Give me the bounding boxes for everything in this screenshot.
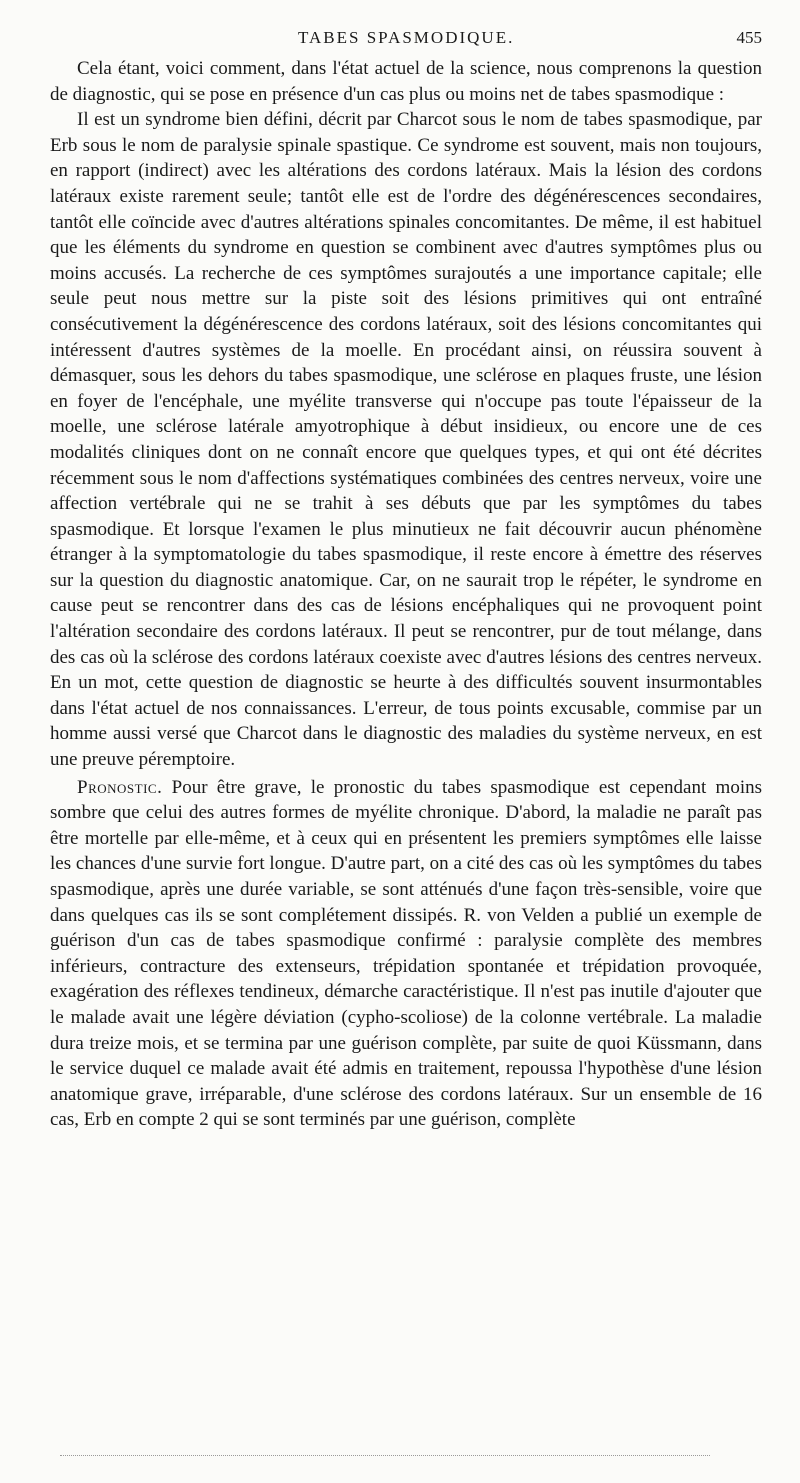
- page-content: [50, 22, 762, 1133]
- paragraph-prognosis-text: Pour être grave, le pronostic du tabes spasmodique est cependant moins sombre que celui des autres formes de myélite chronique. D'abord, la maladie ne paraît pas être mortelle par elle-même, et à ceux qui en présentent les premiers symptômes elle laisse les chances d'une survie fort longue. D'autre part, on a cité des cas où les symptômes du tabes spasmodique, après une durée variable, se sont atténués d'une façon très-sensible, voire que dans quelques cas ils se sont complétement dissipés. R. von Velden a publié un exemple de guérison d'un cas de tabes spasmodique confirmé : paralysie complète des membres inférieurs, contracture des extenseurs, trépidation spontanée et trépidation provoquée, exagération des réflexes tendineux, démarche caractéristique. Il n'est pas inutile d'ajouter que le malade avait une légère déviation (cypho-scoliose) de la colonne vertébrale. La maladie dura treize mois, et se termina par une guérison complète, par suite de quoi Küssmann, dans le service duquel ce malade avait été admis en traitement, repoussa l'hypothèse d'une lésion anatomique grave, irréparable, d'une sclérose des cordons latéraux. Sur un ensemble de 16 cas, Erb en compte 2 qui se sont terminés par une guérison, complète: [50, 776, 763, 1131]
- paragraph-intro: Cela étant, voici comment, dans l'état actuel de la science, nous comprenons la question de diagnostic, qui se pose en présence d'un cas plus ou moins net de tabes spasmodique :: [50, 58, 762, 105]
- body-text: [50, 56, 762, 1133]
- footer-rule: [60, 1455, 710, 1456]
- page-number: 455: [736, 28, 762, 47]
- running-title: TABES SPASMODIQUE.: [298, 28, 515, 47]
- section-label-pronostic: Pronostic.: [77, 776, 163, 798]
- running-head: [50, 22, 762, 56]
- paragraph-diagnostic: Il est un syndrome bien défini, décrit par Charcot sous le nom de tabes spasmodique, par Erb sous le nom de paralysie spinale spastique. Ce syndrome est souvent, mais non toujours, en rapport (indirect) avec les altérations des cordons latéraux. Mais la lésion des cordons latéraux existe rarement seule; tantôt elle est de l'ordre des dégénérescences secondaires, tantôt elle coïncide avec d'autres altérations spinales concomitantes. De même, il est habituel que les éléments du syndrome en question se combinent avec d'autres symptômes plus ou moins accusés. La recherche de ces symptômes surajoutés a une importance capitale; elle seule peut nous mettre sur la piste soit des lésions primitives qui ont entraîné consécutivement la dégénérescence des cordons latéraux, soit des lésions concomitantes qui intéressent d'autres systèmes de la moelle. En procédant ainsi, on réussira souvent à démasquer, sous les dehors du tabes spasmodique, une sclérose en plaques fruste, une lésion en foyer de l'encéphale, une myélite transverse qui n'occupe pas toute l'épaisseur de la moelle, une sclérose latérale amyotrophique à début insidieux, ou encore une de ces modalités cliniques dont on ne connaît encore que quelques types, et qui ont été décrites récemment sous le nom d'affections systématiques combinées des centres nerveux, voire une affection vertébrale qui ne se trahit à ses débuts que par les symptômes du tabes spasmodique. Et lorsque l'examen le plus minutieux ne fait découvrir aucun phénomène étranger à la symptomatologie du tabes spasmodique, il reste encore à émettre des réserves sur la question du diagnostic anatomique. Car, on ne saurait trop le répéter, le syndrome en cause peut se rencontrer dans des cas de lésions encéphaliques qui ne provoquent point l'altération secondaire des cordons latéraux. Il peut se rencontrer, pur de tout mélange, dans des cas où la sclérose des cordons latéraux coexiste avec d'autres lésions des centres nerveux. En un mot, cette question de diagnostic se heurte à des difficultés souvent insurmontables dans l'état actuel de nos connaissances. L'erreur, de tous points excusable, commise par un homme aussi versé que Charcot dans le diagnostic des maladies du système nerveux, en est une preuve péremptoire.: [50, 109, 762, 771]
- paragraph-prognosis: [50, 775, 762, 1133]
